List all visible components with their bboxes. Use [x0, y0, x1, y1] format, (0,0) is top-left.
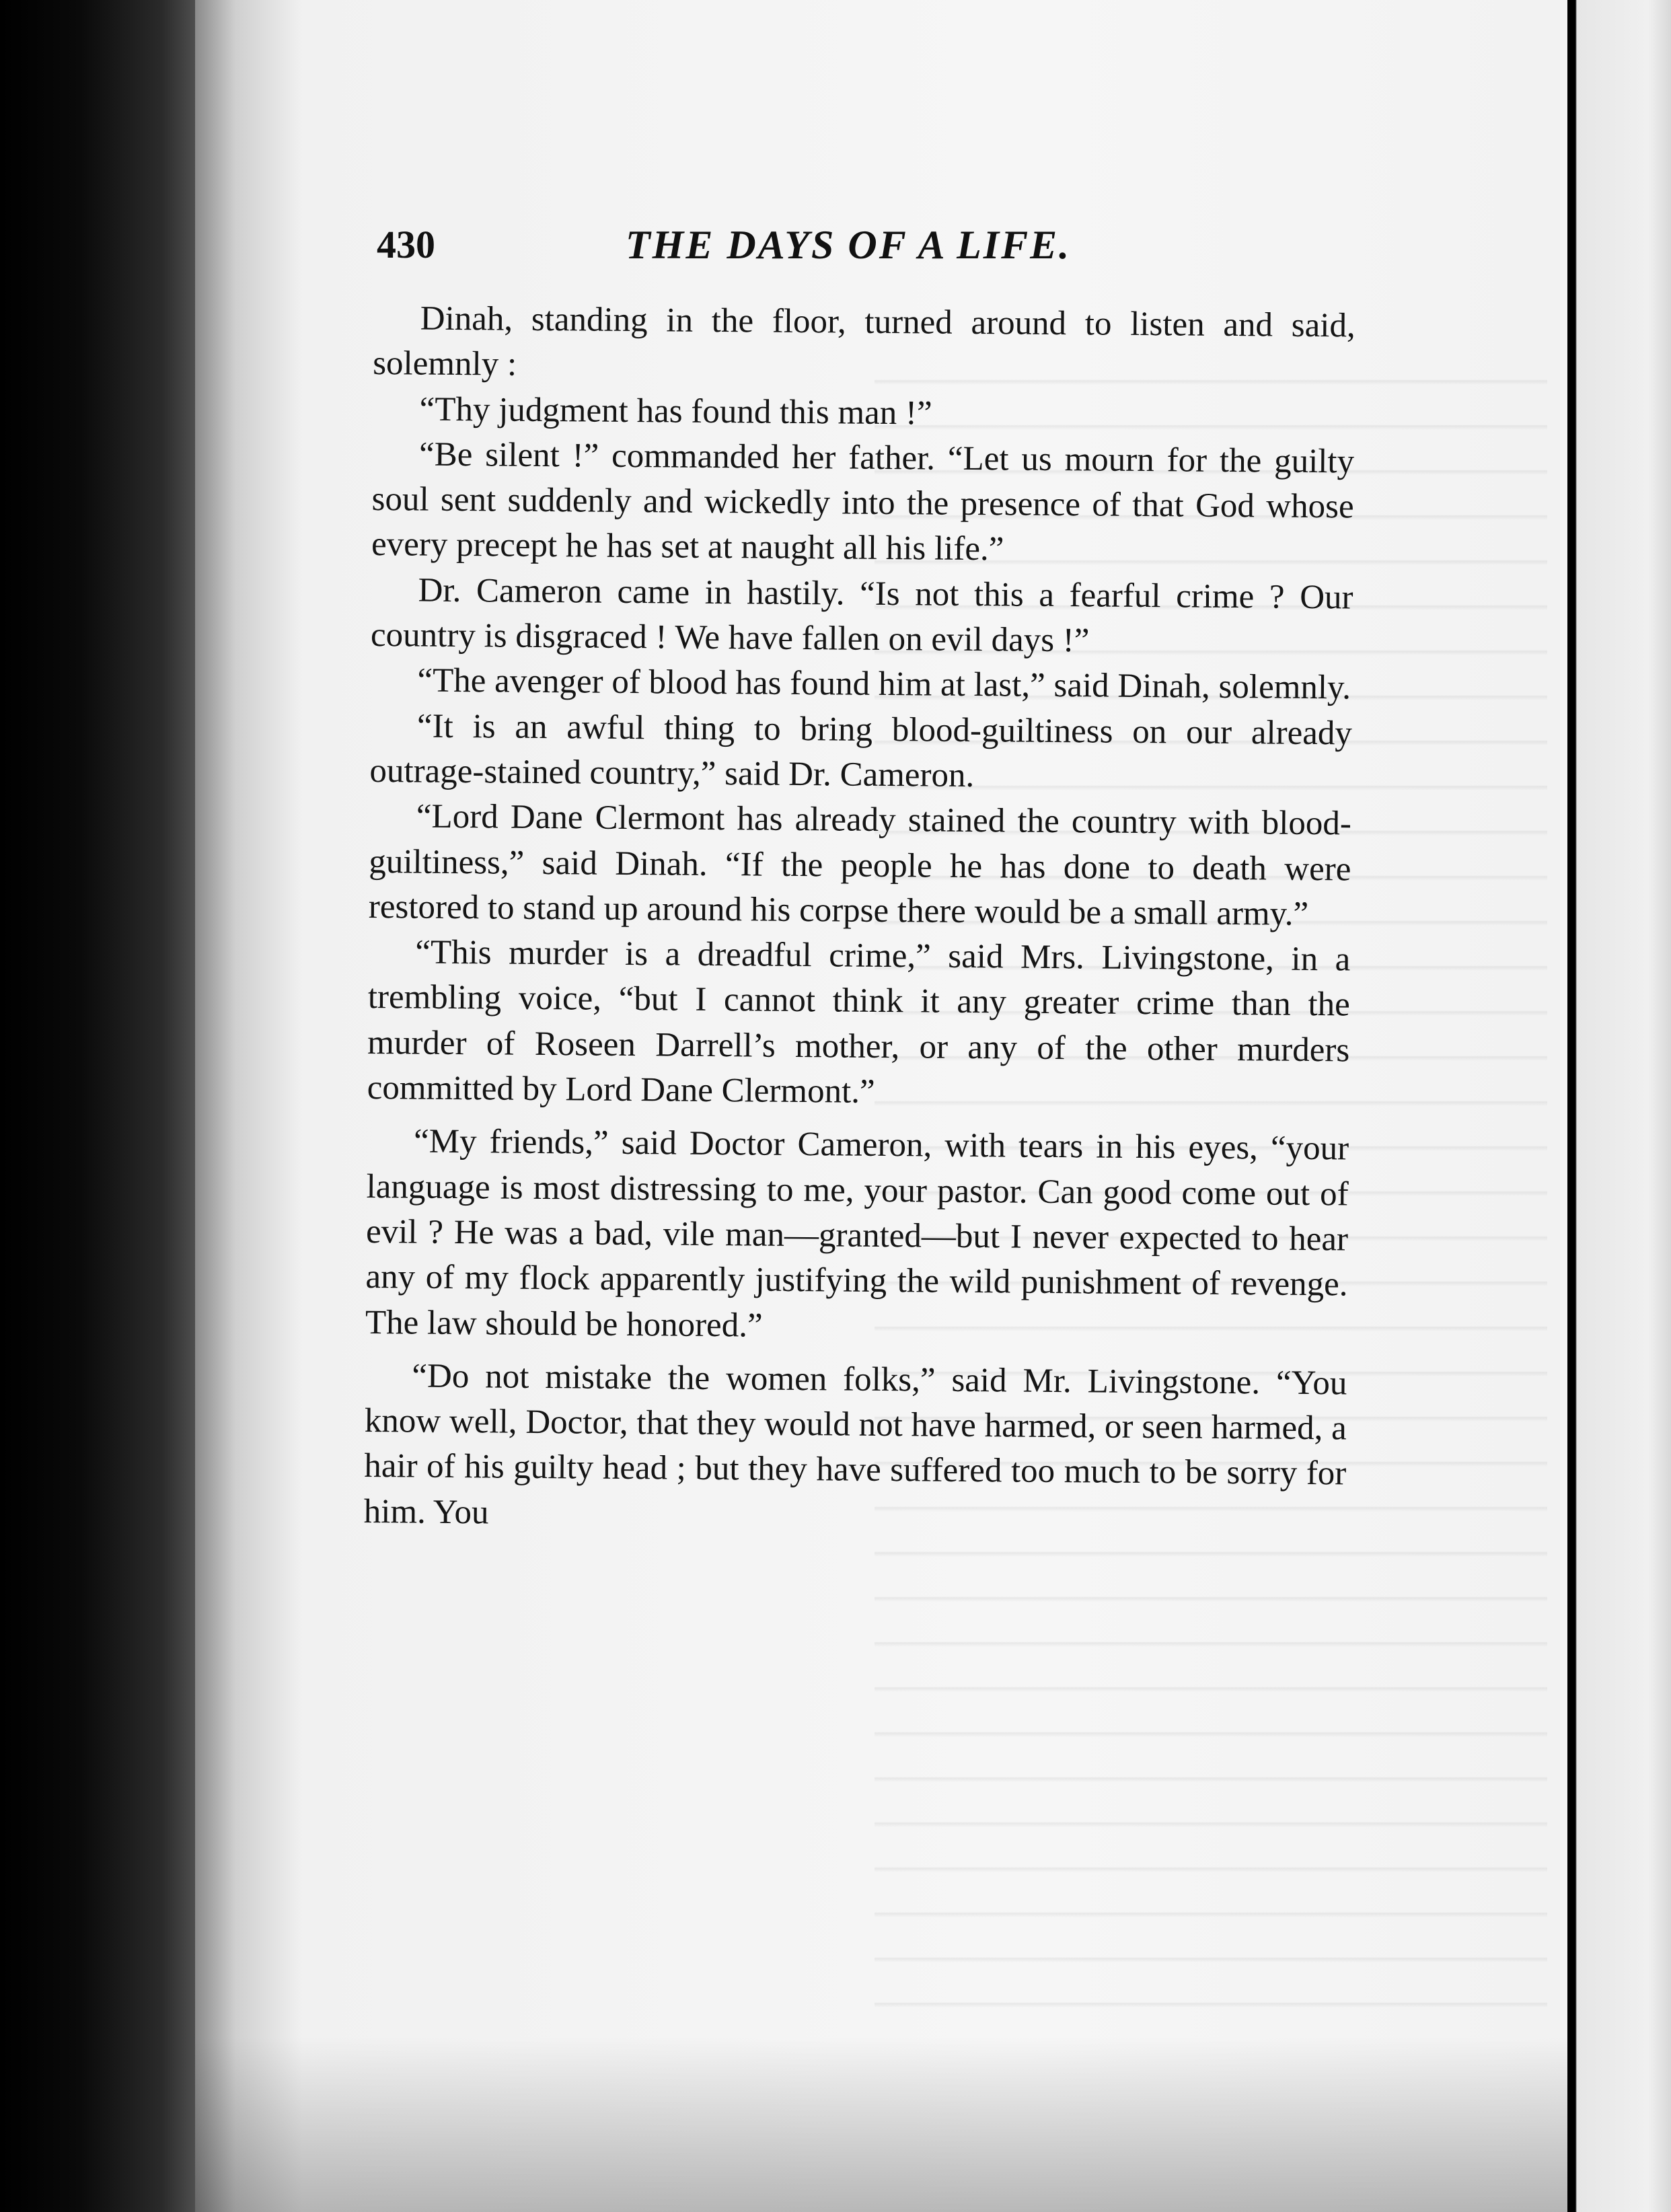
facing-page-edge — [1567, 0, 1671, 2212]
page-header — [377, 222, 1386, 283]
paragraph: “Thy judgment has found this man !” — [419, 390, 932, 433]
paragraph: “Do not mistake the women folks,” said Mr. Livingstone. “You know well, Doctor, that they would not have harmed, or seen harmed, a hair of his guilty head ; but they have suffered too much to be sorry for him. You — [363, 1357, 1347, 1532]
paragraph: Dinah, standing in the floor, turned around to listen and said, solemnly : — [372, 299, 1356, 383]
running-head: THE DAYS OF A LIFE. — [626, 223, 1072, 267]
paragraph: “It is an awful thing to bring blood-guiltiness on our already outrage-stained country,” said Dr. Cameron. — [369, 707, 1353, 795]
page-number: 430 — [377, 223, 435, 266]
paragraph: “My friends,” said Doctor Cameron, with tears in his eyes, “your language is most distressing to me, your pastor. Can good come out of evil ? He was a bad, vile man—granted—but I never expected to hear any of my flock apparently justifying the wild punishment of revenge. The law should be honored.” — [365, 1122, 1349, 1345]
paragraph: “Lord Dane Clermont has already stained the country with blood-guiltiness,” said Dinah. “If the people he has done to death were restored to stand up around his corpse there would be a small army.” — [368, 797, 1352, 933]
paragraph: Dr. Cameron came in hastily. “Is not this a fearful crime ? Our country is disgraced ! We have fallen on evil days !” — [370, 571, 1353, 660]
paragraph: “This murder is a dreadful crime,” said Mrs. Livingstone, in a trembling voice, “but I cannot think it any greater crime than the murder of Roseen Darrell’s mother, or any of the other murders committed by Lord Dane Clermont.” — [367, 933, 1351, 1111]
page-bottom-shadow — [195, 2037, 1567, 2212]
paragraph: “Be silent !” commanded her father. “Let us mourn for the guilty soul sent suddenly and wickedly into the presence of that God whose every precept he has set at naught all his life.” — [371, 435, 1355, 568]
paragraph: “The avenger of blood has found him at last,” said Dinah, solemnly. — [417, 661, 1351, 707]
book-spine-shadow — [0, 0, 202, 2212]
body-text — [364, 296, 1356, 1542]
